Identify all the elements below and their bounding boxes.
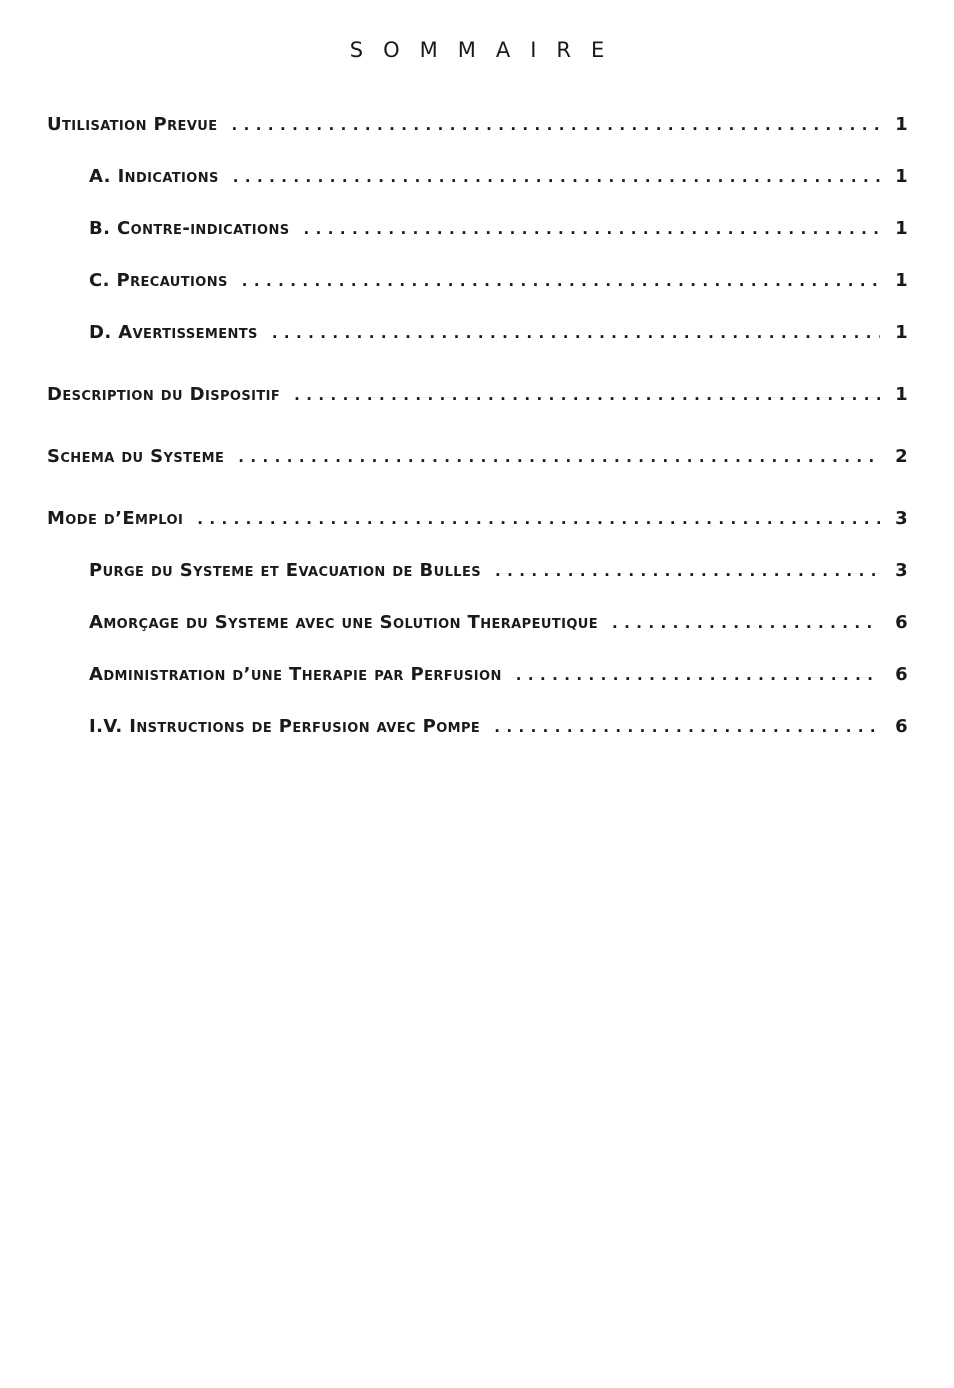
toc-entry-amorcage-systeme xyxy=(47,612,908,648)
toc-entry-page: 1 xyxy=(895,114,908,135)
toc-entry-label: D. Avertissements xyxy=(89,322,258,343)
toc-entry-utilisation-prevue xyxy=(47,114,908,150)
toc-entry-description-dispositif xyxy=(47,384,908,420)
toc-entry-page: 1 xyxy=(895,166,908,187)
toc-entry-label: B. Contre-indications xyxy=(89,218,290,239)
toc-entry-indications xyxy=(47,166,908,202)
toc-entry-contre-indications xyxy=(47,218,908,254)
toc-entry-label: Description du Dispositif xyxy=(47,384,281,405)
toc-entry-label: Schema du Systeme xyxy=(47,446,225,467)
toc-entry-label: Purge du Systeme et Evacuation de Bulles xyxy=(89,560,481,581)
toc-entry-page: 1 xyxy=(895,270,908,291)
toc-entry-page: 1 xyxy=(895,384,908,405)
dot-leader xyxy=(238,448,880,466)
dot-leader xyxy=(242,272,880,290)
toc-entry-administration-therapie xyxy=(47,664,908,700)
toc-entry-label: Administration d’une Therapie par Perfusion xyxy=(89,664,502,685)
toc-entry-label: C. Precautions xyxy=(89,270,228,291)
dot-leader xyxy=(516,666,880,684)
dot-leader xyxy=(495,562,880,580)
toc-entry-label: A. Indications xyxy=(89,166,219,187)
dot-leader xyxy=(494,718,880,736)
toc-entry-label: Amorçage du Systeme avec une Solution Therapeutique xyxy=(89,612,599,633)
toc-entry-page: 3 xyxy=(895,560,908,581)
toc-entry-precautions xyxy=(47,270,908,306)
dot-leader xyxy=(294,386,880,404)
dot-leader xyxy=(232,116,880,134)
toc-entry-iv-instructions xyxy=(47,716,908,752)
toc-entry-mode-emploi xyxy=(47,508,908,544)
toc-entry-purge-systeme xyxy=(47,560,908,596)
toc-entry-page: 1 xyxy=(895,322,908,343)
table-of-contents xyxy=(47,114,908,768)
toc-entry-label: Utilisation Prevue xyxy=(47,114,218,135)
toc-entry-page: 3 xyxy=(895,508,908,529)
toc-entry-page: 1 xyxy=(895,218,908,239)
toc-entry-label: Mode d’Emploi xyxy=(47,508,184,529)
dot-leader xyxy=(233,168,880,186)
toc-entry-page: 6 xyxy=(895,664,908,685)
dot-leader xyxy=(612,614,880,632)
toc-entry-page: 6 xyxy=(895,716,908,737)
dot-leader xyxy=(197,510,880,528)
toc-entry-schema-systeme xyxy=(47,446,908,482)
page-title: SOMMAIRE xyxy=(349,38,625,62)
toc-entry-page: 6 xyxy=(895,612,908,633)
toc-entry-avertissements xyxy=(47,322,908,358)
dot-leader xyxy=(304,220,880,238)
toc-entry-page: 2 xyxy=(895,446,908,467)
dot-leader xyxy=(272,324,880,342)
toc-entry-label: I.V. Instructions de Perfusion avec Pompe xyxy=(89,716,481,737)
